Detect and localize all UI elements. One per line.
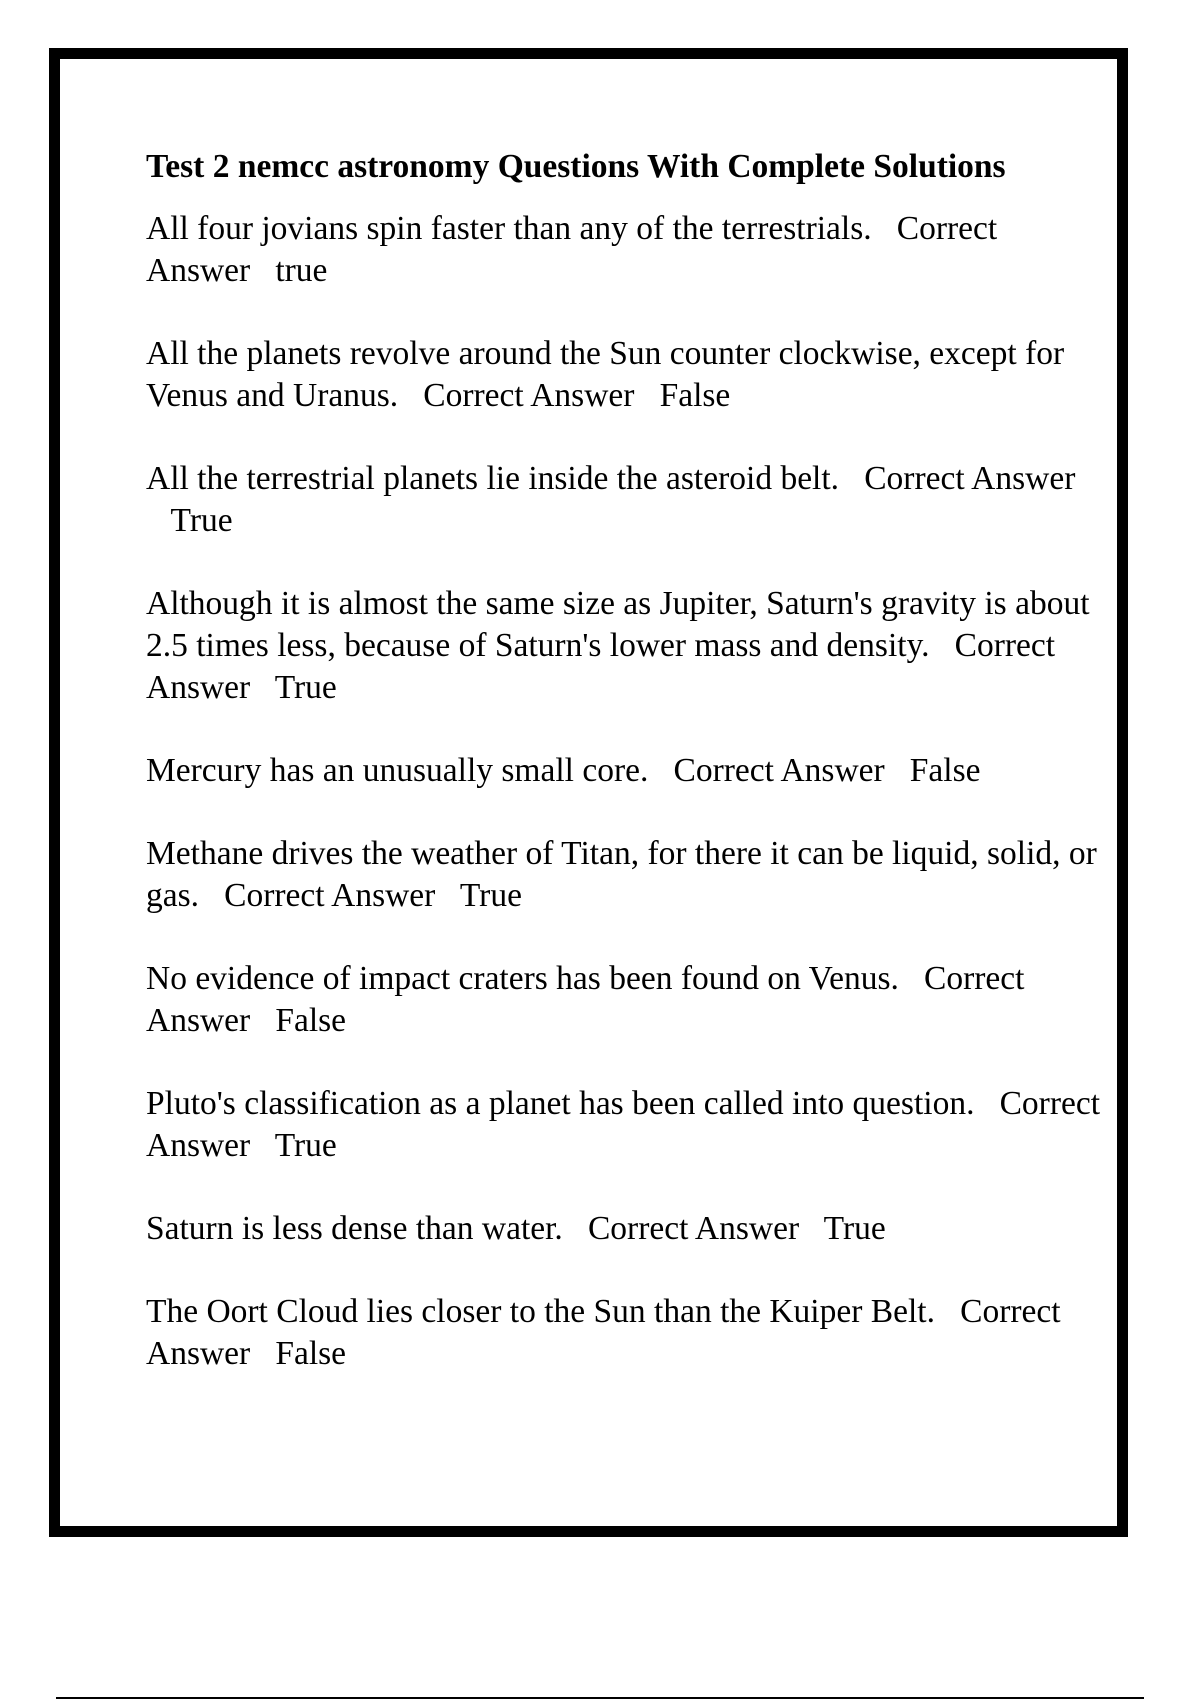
qa-item-3 — [146, 458, 1106, 542]
answer-label: Correct Answer — [146, 1293, 1061, 1372]
question-text: Mercury has an unusually small core. — [146, 752, 649, 789]
answer-value: False — [659, 377, 731, 414]
question-text: Saturn is less dense than water. — [146, 1210, 563, 1247]
answer-value: True — [170, 502, 233, 539]
answer-label: Correct Answer — [146, 210, 998, 289]
answer-value: False — [909, 752, 981, 789]
answer-value: True — [459, 877, 522, 914]
answer-label: Correct Answer — [146, 960, 1025, 1039]
question-text: Although it is almost the same size as Jupiter, Saturn's gravity is about 2.5 times less, because of Saturn's lower mass and density. — [146, 585, 1090, 664]
qa-item-9 — [146, 1208, 1106, 1250]
question-text: All four jovians spin faster than any of the terrestrials. — [146, 210, 872, 247]
qa-item-6 — [146, 833, 1106, 917]
answer-value: False — [275, 1002, 347, 1039]
answer-label: Correct Answer — [587, 1210, 800, 1247]
answer-value: False — [275, 1335, 347, 1372]
answer-label: Correct Answer — [673, 752, 885, 789]
qa-item-4 — [146, 583, 1106, 709]
question-text: The Oort Cloud lies closer to the Sun than the Kuiper Belt. — [146, 1293, 935, 1330]
document-body — [146, 146, 1106, 1416]
footer-rule — [56, 1697, 1144, 1699]
qa-item-8 — [146, 1083, 1106, 1167]
question-text: All the terrestrial planets lie inside the asteroid belt. — [146, 460, 840, 497]
qa-item-2 — [146, 333, 1106, 417]
question-text: All the planets revolve around the Sun counter clockwise, except for Venus and Uranus. — [146, 335, 1065, 414]
answer-label: Correct Answer — [146, 627, 1056, 706]
question-text: No evidence of impact craters has been found on Venus. — [146, 960, 899, 997]
answer-value: True — [274, 1127, 337, 1164]
qa-item-5 — [146, 750, 1106, 792]
answer-label: Correct Answer — [864, 460, 1076, 497]
answer-label: Correct Answer — [146, 1085, 1101, 1164]
answer-label: Correct Answer — [224, 877, 436, 914]
answer-value: True — [823, 1210, 886, 1247]
answer-value: true — [275, 252, 328, 289]
question-text: Methane drives the weather of Titan, for there it can be liquid, solid, or gas. — [146, 835, 1097, 914]
qa-item-7 — [146, 958, 1106, 1042]
qa-item-1 — [146, 208, 1106, 292]
answer-label: Correct Answer — [423, 377, 635, 414]
question-text: Pluto's classification as a planet has been called into question. — [146, 1085, 975, 1122]
document-title: Test 2 nemcc astronomy Questions With Complete Solutions — [146, 148, 1006, 185]
answer-value: True — [274, 669, 337, 706]
qa-item-10 — [146, 1291, 1106, 1375]
